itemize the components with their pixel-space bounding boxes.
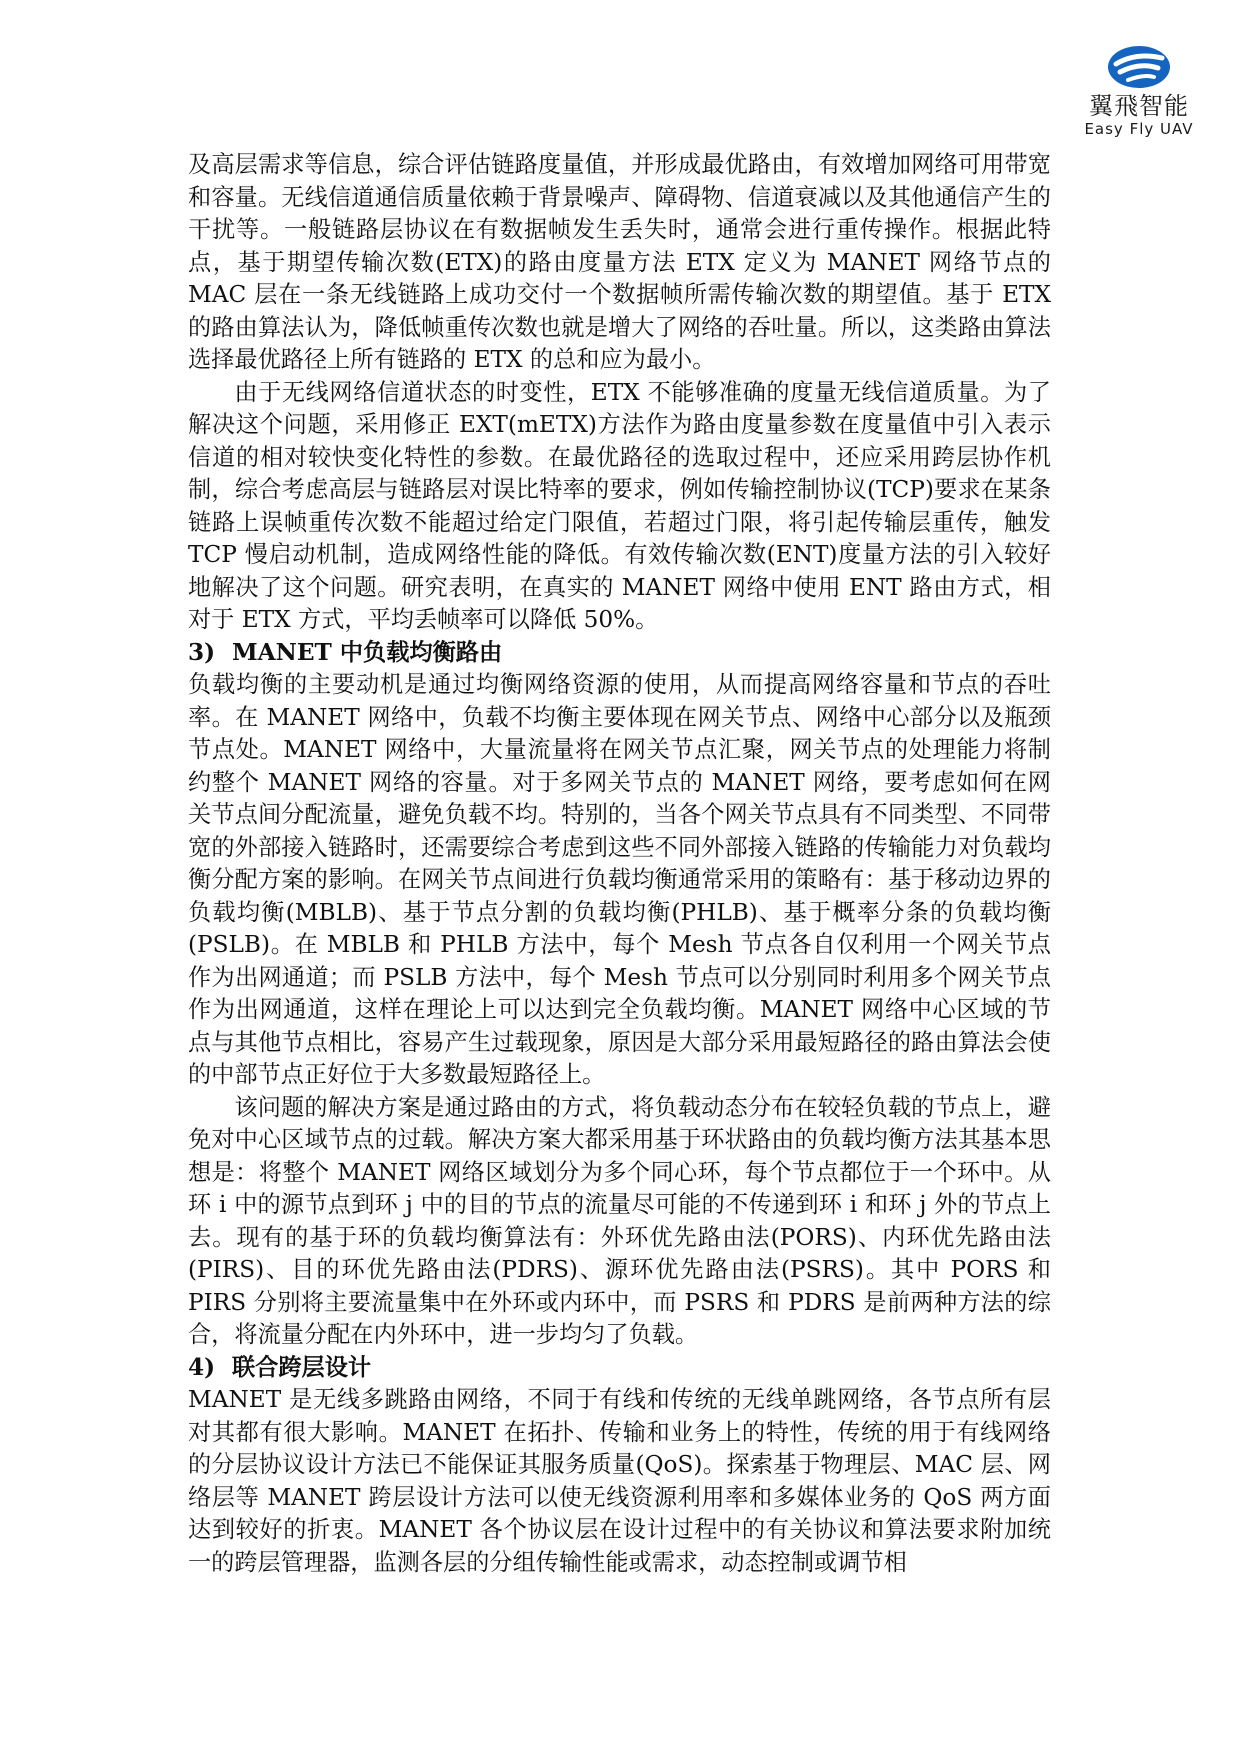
logo-chinese-text: 翼飛智能	[1089, 92, 1189, 120]
logo-mark-icon	[1106, 44, 1172, 90]
section-title: MANET 中负载均衡路由	[232, 638, 503, 666]
section-title: 联合跨层设计	[232, 1353, 372, 1381]
company-logo	[1078, 44, 1200, 148]
paragraph-ring-routing: 该问题的解决方案是通过路由的方式，将负载动态分布在较轻负载的节点上，避免对中心区域节点的过载。解决方案大都采用基于环状路由的负载均衡方法其基本思想是：将整个 MANET 网络区域划分为多个同心环，每个节点都位于一个环中。从环 i 中的源节点到环 j 中的目的节点的流量尽可能的不传递到环 i 和环 j 外的节点上去。现有的基于环的负载均衡算法有：外环优先路由法(PORS)、内环优先路由法(PIRS)、目的环优先路由法(PDRS)、源环优先路由法(PSRS)。其中 PORS 和 PIRS 分别将主要流量集中在外环或内环中，而 PSRS 和 PDRS 是前两种方法的综合，将流量分配在内外环中，进一步均匀了负载。	[188, 1093, 1051, 1348]
logo-english-text: Easy Fly UAV	[1084, 120, 1194, 138]
document-body	[188, 149, 1051, 1579]
paragraph-load-balancing: 负载均衡的主要动机是通过均衡网络资源的使用，从而提高网络容量和节点的吞吐率。在 MANET 网络中，负载不均衡主要体现在网关节点、网络中心部分以及瓶颈节点处。MANET 网络中，大量流量将在网关节点汇聚，网关节点的处理能力将制约整个 MANET 网络的容量。对于多网关节点的 MANET 网络，要考虑如何在网关节点间分配流量，避免负载不均。特别的，当各个网关节点具有不同类型、不同带宽的外部接入链路时，还需要综合考虑到这些不同外部接入链路的传输能力对负载均衡分配方案的影响。在网关节点间进行负载均衡通常采用的策略有：基于移动边界的负载均衡(MBLB)、基于节点分割的负载均衡(PHLB)、基于概率分条的负载均衡(PSLB)。在 MBLB 和 PHLB 方法中，每个 Mesh 节点各自仅利用一个网关节点作为出网通道；而 PSLB 方法中，每个 Mesh 节点可以分别同时利用多个网关节点作为出网通道，这样在理论上可以达到完全负载均衡。MANET 网络中心区域的节点与其他节点相比，容易产生过载现象，原因是大部分采用最短路径的路由算法会使的中部节点正好位于大多数最短路径上。	[188, 671, 1051, 1088]
section-number: 3)	[188, 638, 216, 666]
paragraph-cross-layer: MANET 是无线多跳路由网络，不同于有线和传统的无线单跳网络，各节点所有层对其都有很大影响。MANET 在拓扑、传输和业务上的特性，传统的用于有线网络的分层协议设计方法已不能保证其服务质量(QoS)。探索基于物理层、MAC 层、网络层等 MANET 跨层设计方法可以使无线资源利用率和多媒体业务的 QoS 两方面达到较好的折衷。MANET 各个协议层在设计过程中的有关协议和算法要求附加统一的跨层管理器，监测各层的分组传输性能或需求，动态控制或调节相	[188, 1386, 1051, 1576]
section-number: 4)	[188, 1353, 216, 1381]
section-heading-cross-layer	[188, 1352, 1051, 1385]
paragraph-metx: 由于无线网络信道状态的时变性，ETX 不能够准确的度量无线信道质量。为了解决这个问题，采用修正 EXT(mETX)方法作为路由度量参数在度量值中引入表示信道的相对较快变化特性的参数。在最优路径的选取过程中，还应采用跨层协作机制，综合考虑高层与链路层对误比特率的要求，例如传输控制协议(TCP)要求在某条链路上误帧重传次数不能超过给定门限值，若超过门限，将引起传输层重传，触发 TCP 慢启动机制，造成网络性能的降低。有效传输次数(ENT)度量方法的引入较好地解决了这个问题。研究表明，在真实的 MANET 网络中使用 ENT 路由方式，相对于 ETX 方式，平均丢帧率可以降低 50%。	[188, 378, 1051, 633]
paragraph-etx: 及高层需求等信息，综合评估链路度量值，并形成最优路由，有效增加网络可用带宽和容量。无线信道通信质量依赖于背景噪声、障碍物、信道衰减以及其他通信产生的干扰等。一般链路层协议在有数据帧发生丢失时，通常会进行重传操作。根据此特点，基于期望传输次数(ETX)的路由度量方法 ETX 定义为 MANET 网络节点的 MAC 层在一条无线链路上成功交付一个数据帧所需传输次数的期望值。基于 ETX 的路由算法认为，降低帧重传次数也就是增大了网络的吞吐量。所以，这类路由算法选择最优路径上所有链路的 ETX 的总和应为最小。	[188, 151, 1051, 373]
section-heading-load-balancing	[188, 637, 1051, 670]
